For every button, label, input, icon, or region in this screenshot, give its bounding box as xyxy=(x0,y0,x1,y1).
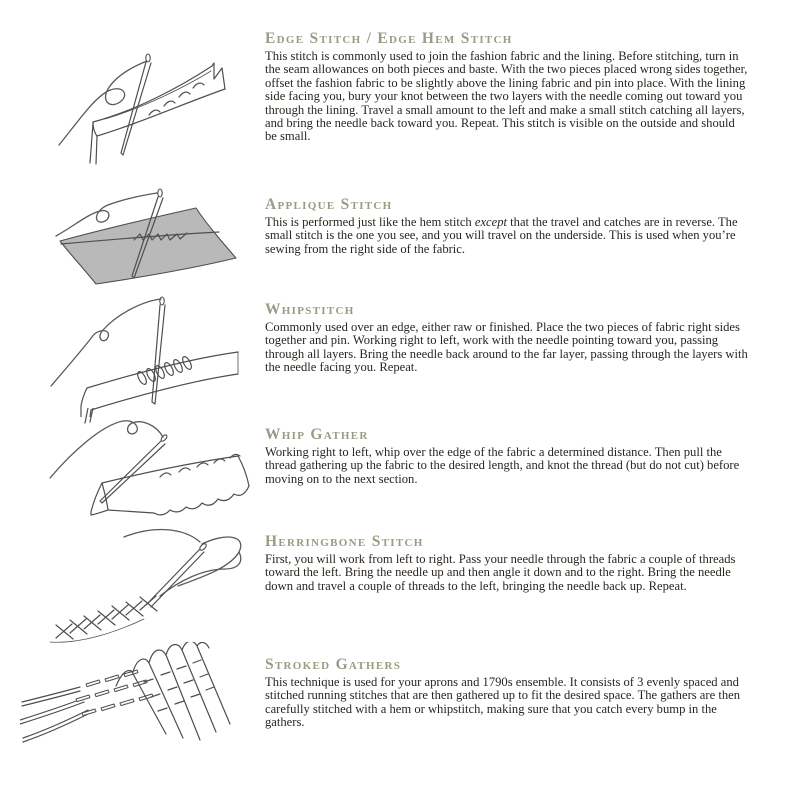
herringbone-stitch-illustration xyxy=(42,520,257,648)
applique-stitch-drawing xyxy=(48,178,243,286)
section-stroked-gathers xyxy=(265,657,749,730)
whip-gather-drawing xyxy=(42,408,254,518)
whip-gather-illustration xyxy=(42,408,254,518)
body-text-segment: that the travel and catches are in reverse. The small stitch is the one you see, and you will travel on the underside. This is used when you’re sewing from the right side of the fabric. xyxy=(265,215,738,256)
edge-stitch-drawing xyxy=(45,35,250,165)
body-text-italic: except xyxy=(474,215,508,229)
whipstitch-drawing xyxy=(45,292,240,417)
section-heading: Whip Gather xyxy=(265,426,369,443)
herringbone-stitch-drawing xyxy=(42,520,257,648)
section-heading: Applique Stitch xyxy=(265,196,393,213)
section-heading: Stroked Gathers xyxy=(265,656,402,673)
section-herringbone-stitch xyxy=(265,534,749,593)
section-heading: Whipstitch xyxy=(265,301,355,318)
section-applique-stitch xyxy=(265,197,749,256)
section-heading: Herringbone Stitch xyxy=(265,533,424,550)
stroked-gathers-drawing xyxy=(20,642,260,752)
whipstitch-illustration xyxy=(45,292,240,417)
section-body: Commonly used over an edge, either raw or finished. Place the two pieces of fabric right sides together and pin. Working right to left, work with the needle pointing toward you, passing through all layers. Bring the needle back around to the far layer, passing through the layers with the needle facing you. Repeat. xyxy=(265,320,748,375)
section-whipstitch xyxy=(265,302,749,375)
section-whip-gather xyxy=(265,427,749,486)
section-edge-stitch xyxy=(265,31,749,144)
section-body: This technique is used for your aprons and 1790s ensemble. It consists of 3 evenly spaced and stitched running stitches that are then gathered up to fit the desired space. The gathers are then carefully stitched with a hem or whipstitch, making sure that you catch every bump in the gathers. xyxy=(265,675,741,730)
stroked-gathers-illustration xyxy=(20,642,260,752)
section-body: This stitch is commonly used to join the fashion fabric and the lining. Before stitching, turn in the seam allowances on both pieces and baste. With the two pieces placed wrong sides together, offset the fashion fabric to be slightly above the lining fabric and pin into place. With the lining side facing you, bury your knot between the two layers with the needle coming out toward you through the lining. Travel a small amount to the left and make a small stitch catching all layers, and bring the needle back toward you. Repeat. This stitch is visible on the outside and should be small. xyxy=(265,49,748,144)
section-body xyxy=(265,216,749,256)
section-heading: Edge Stitch / Edge Hem Stitch xyxy=(265,30,513,47)
applique-stitch-illustration xyxy=(48,178,243,286)
edge-stitch-illustration xyxy=(45,35,250,165)
section-body: Working right to left, whip over the edge of the fabric a determined distance. Then pull the thread gathering up the fabric to the desired length, and knot the thread (but do not cut) before moving on to the next section. xyxy=(265,445,740,486)
section-body: First, you will work from left to right. Pass your needle through the fabric a couple of threads toward the left. Bring the needle up and then angle it down and to the right. Bring the needle down and travel a couple of threads to the left, bringing the needle back up. Repeat. xyxy=(265,552,736,593)
body-text-segment: This is performed just like the hem stitch xyxy=(265,215,475,229)
